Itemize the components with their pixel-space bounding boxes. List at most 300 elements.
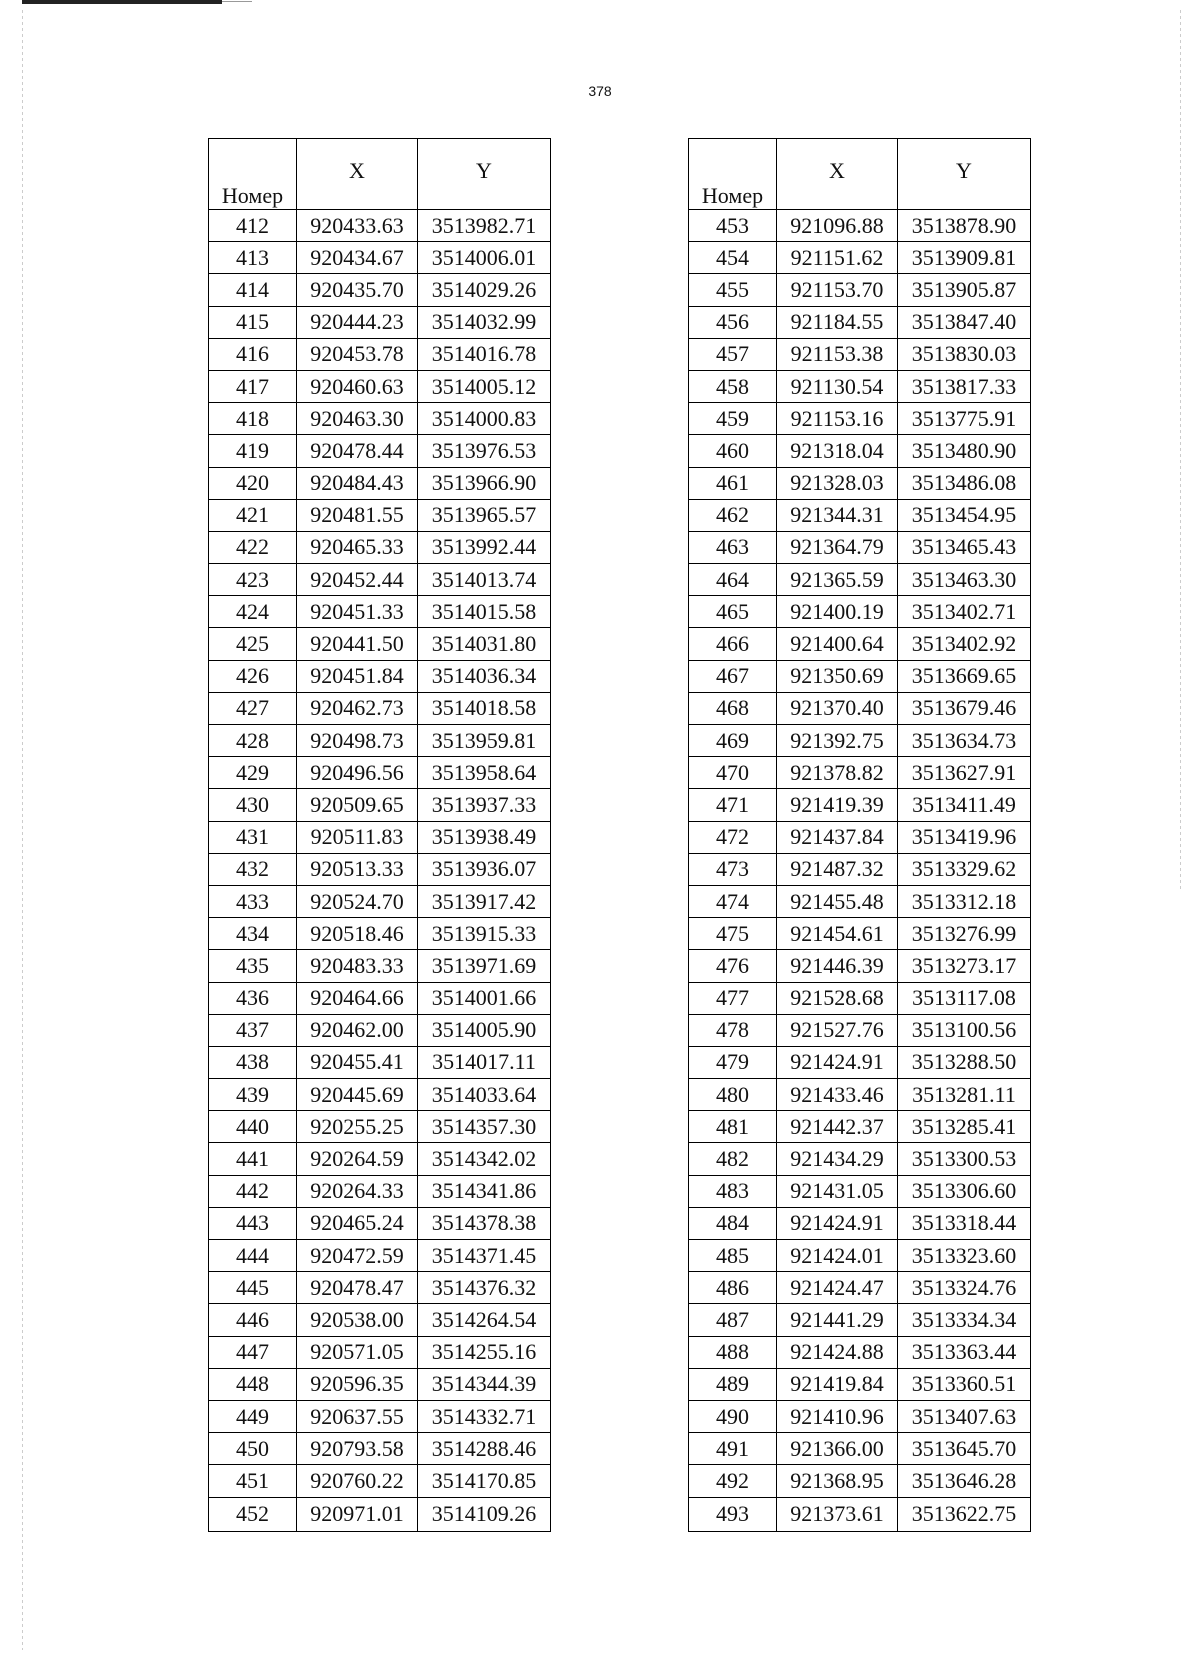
- table-row: [689, 918, 1031, 950]
- x-coordinate-cell: 920496.56: [297, 757, 418, 789]
- x-coordinate-cell: 921441.29: [777, 1304, 898, 1336]
- point-number-cell: 473: [689, 853, 777, 885]
- point-number-cell: 484: [689, 1207, 777, 1239]
- table-row: [689, 531, 1031, 563]
- point-number-cell: 479: [689, 1046, 777, 1078]
- point-number-cell: 428: [209, 725, 297, 757]
- point-number-cell: 477: [689, 982, 777, 1014]
- table-row: [209, 1175, 551, 1207]
- table-row: [209, 242, 551, 274]
- point-number-cell: 446: [209, 1304, 297, 1336]
- x-coordinate-cell: 921424.01: [777, 1240, 898, 1272]
- table-row: [689, 338, 1031, 370]
- x-coordinate-cell: 921487.32: [777, 853, 898, 885]
- table-row: [209, 370, 551, 402]
- x-coordinate-cell: 921446.39: [777, 950, 898, 982]
- table-row: [209, 1111, 551, 1143]
- x-coordinate-cell: 920451.84: [297, 660, 418, 692]
- table-row: [689, 853, 1031, 885]
- table-row: [689, 1014, 1031, 1046]
- point-number-cell: 447: [209, 1336, 297, 1368]
- y-coordinate-cell: 3514017.11: [418, 1046, 551, 1078]
- y-coordinate-cell: 3513905.87: [898, 274, 1031, 306]
- point-number-cell: 421: [209, 499, 297, 531]
- x-coordinate-cell: 920524.70: [297, 885, 418, 917]
- table-row: [689, 1433, 1031, 1465]
- table-row: [209, 1465, 551, 1497]
- point-number-cell: 458: [689, 370, 777, 402]
- point-number-cell: 415: [209, 306, 297, 338]
- x-coordinate-cell: 921431.05: [777, 1175, 898, 1207]
- table-row: [689, 660, 1031, 692]
- point-number-cell: 489: [689, 1368, 777, 1400]
- point-number-cell: 450: [209, 1433, 297, 1465]
- x-coordinate-cell: 920441.50: [297, 628, 418, 660]
- x-coordinate-cell: 920509.65: [297, 789, 418, 821]
- x-coordinate-cell: 921442.37: [777, 1111, 898, 1143]
- point-number-cell: 480: [689, 1079, 777, 1111]
- x-coordinate-cell: 920255.25: [297, 1111, 418, 1143]
- x-coordinate-cell: 920472.59: [297, 1240, 418, 1272]
- point-number-cell: 414: [209, 274, 297, 306]
- y-coordinate-cell: 3513634.73: [898, 725, 1031, 757]
- table-row: [689, 628, 1031, 660]
- table-row: [689, 757, 1031, 789]
- x-coordinate-cell: 921527.76: [777, 1014, 898, 1046]
- point-number-cell: 437: [209, 1014, 297, 1046]
- point-number-cell: 485: [689, 1240, 777, 1272]
- point-number-cell: 426: [209, 660, 297, 692]
- y-coordinate-cell: 3513312.18: [898, 885, 1031, 917]
- x-coordinate-cell: 920465.33: [297, 531, 418, 563]
- table-row: [689, 564, 1031, 596]
- y-coordinate-cell: 3513454.95: [898, 499, 1031, 531]
- point-number-cell: 469: [689, 725, 777, 757]
- point-number-cell: 430: [209, 789, 297, 821]
- x-coordinate-cell: 920462.73: [297, 692, 418, 724]
- point-number-cell: 431: [209, 821, 297, 853]
- x-coordinate-cell: 921184.55: [777, 306, 898, 338]
- table-row: [689, 1497, 1031, 1531]
- x-coordinate-cell: 920444.23: [297, 306, 418, 338]
- table-row: [209, 1272, 551, 1304]
- x-coordinate-cell: 920463.30: [297, 403, 418, 435]
- y-coordinate-cell: 3513419.96: [898, 821, 1031, 853]
- x-coordinate-cell: 920971.01: [297, 1497, 418, 1531]
- table-row: [209, 210, 551, 242]
- x-coordinate-cell: 921328.03: [777, 467, 898, 499]
- y-coordinate-cell: 3514264.54: [418, 1304, 551, 1336]
- table-row: [689, 982, 1031, 1014]
- point-number-cell: 492: [689, 1465, 777, 1497]
- x-coordinate-cell: 920478.47: [297, 1272, 418, 1304]
- point-number-cell: 433: [209, 885, 297, 917]
- point-number-cell: 460: [689, 435, 777, 467]
- x-coordinate-cell: 920451.33: [297, 596, 418, 628]
- y-coordinate-cell: 3514341.86: [418, 1175, 551, 1207]
- x-coordinate-cell: 921378.82: [777, 757, 898, 789]
- scan-edge-left: [22, 10, 23, 1650]
- point-number-cell: 476: [689, 950, 777, 982]
- point-number-cell: 451: [209, 1465, 297, 1497]
- table-row: [209, 660, 551, 692]
- point-number-cell: 475: [689, 918, 777, 950]
- point-number-cell: 481: [689, 1111, 777, 1143]
- table-row: [689, 403, 1031, 435]
- y-coordinate-cell: 3513679.46: [898, 692, 1031, 724]
- table-row: [209, 1336, 551, 1368]
- table-row: [209, 1304, 551, 1336]
- point-number-cell: 436: [209, 982, 297, 1014]
- y-coordinate-cell: 3513937.33: [418, 789, 551, 821]
- table-row: [209, 1143, 551, 1175]
- y-coordinate-cell: 3513971.69: [418, 950, 551, 982]
- table-row: [689, 725, 1031, 757]
- y-coordinate-cell: 3514031.80: [418, 628, 551, 660]
- point-number-cell: 454: [689, 242, 777, 274]
- top-rule-thin: [222, 1, 252, 2]
- table-row: [209, 531, 551, 563]
- point-number-cell: 453: [689, 210, 777, 242]
- y-coordinate-cell: 3514018.58: [418, 692, 551, 724]
- x-coordinate-cell: 920264.33: [297, 1175, 418, 1207]
- header-y: Y: [418, 139, 551, 210]
- x-coordinate-cell: 920264.59: [297, 1143, 418, 1175]
- y-coordinate-cell: 3514332.71: [418, 1400, 551, 1432]
- y-coordinate-cell: 3513360.51: [898, 1368, 1031, 1400]
- point-number-cell: 457: [689, 338, 777, 370]
- y-coordinate-cell: 3513407.63: [898, 1400, 1031, 1432]
- y-coordinate-cell: 3513917.42: [418, 885, 551, 917]
- x-coordinate-cell: 921528.68: [777, 982, 898, 1014]
- x-coordinate-cell: 921151.62: [777, 242, 898, 274]
- table-row: [689, 1046, 1031, 1078]
- x-coordinate-cell: 920596.35: [297, 1368, 418, 1400]
- x-coordinate-cell: 921373.61: [777, 1497, 898, 1531]
- point-number-cell: 440: [209, 1111, 297, 1143]
- y-coordinate-cell: 3513411.49: [898, 789, 1031, 821]
- point-number-cell: 464: [689, 564, 777, 596]
- y-coordinate-cell: 3513276.99: [898, 918, 1031, 950]
- point-number-cell: 434: [209, 918, 297, 950]
- y-coordinate-cell: 3513817.33: [898, 370, 1031, 402]
- x-coordinate-cell: 921318.04: [777, 435, 898, 467]
- y-coordinate-cell: 3513363.44: [898, 1336, 1031, 1368]
- y-coordinate-cell: 3514033.64: [418, 1079, 551, 1111]
- x-coordinate-cell: 921419.39: [777, 789, 898, 821]
- coordinates-table-right: [688, 138, 1031, 1532]
- table-row: [689, 821, 1031, 853]
- point-number-cell: 449: [209, 1400, 297, 1432]
- table-row: [689, 1400, 1031, 1432]
- point-number-cell: 419: [209, 435, 297, 467]
- y-coordinate-cell: 3513273.17: [898, 950, 1031, 982]
- table-row: [689, 1240, 1031, 1272]
- point-number-cell: 487: [689, 1304, 777, 1336]
- x-coordinate-cell: 920478.44: [297, 435, 418, 467]
- y-coordinate-cell: 3513992.44: [418, 531, 551, 563]
- point-number-cell: 471: [689, 789, 777, 821]
- point-number-cell: 427: [209, 692, 297, 724]
- y-coordinate-cell: 3513465.43: [898, 531, 1031, 563]
- point-number-cell: 416: [209, 338, 297, 370]
- table-row: [689, 1465, 1031, 1497]
- y-coordinate-cell: 3513645.70: [898, 1433, 1031, 1465]
- x-coordinate-cell: 921153.16: [777, 403, 898, 435]
- point-number-cell: 420: [209, 467, 297, 499]
- table-row: [689, 467, 1031, 499]
- table-row: [209, 853, 551, 885]
- y-coordinate-cell: 3513775.91: [898, 403, 1031, 435]
- table-row: [689, 596, 1031, 628]
- table-row: [209, 1368, 551, 1400]
- table-row: [209, 821, 551, 853]
- y-coordinate-cell: 3514288.46: [418, 1433, 551, 1465]
- table-row: [209, 1079, 551, 1111]
- table-row: [689, 1272, 1031, 1304]
- y-coordinate-cell: 3513938.49: [418, 821, 551, 853]
- y-coordinate-cell: 3513402.71: [898, 596, 1031, 628]
- y-coordinate-cell: 3513300.53: [898, 1143, 1031, 1175]
- x-coordinate-cell: 921366.00: [777, 1433, 898, 1465]
- point-number-cell: 482: [689, 1143, 777, 1175]
- x-coordinate-cell: 921434.29: [777, 1143, 898, 1175]
- x-coordinate-cell: 921350.69: [777, 660, 898, 692]
- y-coordinate-cell: 3514029.26: [418, 274, 551, 306]
- y-coordinate-cell: 3513100.56: [898, 1014, 1031, 1046]
- table-row: [209, 1240, 551, 1272]
- y-coordinate-cell: 3513847.40: [898, 306, 1031, 338]
- table-row: [689, 435, 1031, 467]
- point-number-cell: 463: [689, 531, 777, 563]
- point-number-cell: 443: [209, 1207, 297, 1239]
- y-coordinate-cell: 3513281.11: [898, 1079, 1031, 1111]
- table-row: [689, 1207, 1031, 1239]
- y-coordinate-cell: 3514016.78: [418, 338, 551, 370]
- x-coordinate-cell: 921368.95: [777, 1465, 898, 1497]
- y-coordinate-cell: 3513627.91: [898, 757, 1031, 789]
- point-number-cell: 472: [689, 821, 777, 853]
- x-coordinate-cell: 920513.33: [297, 853, 418, 885]
- y-coordinate-cell: 3514342.02: [418, 1143, 551, 1175]
- y-coordinate-cell: 3514378.38: [418, 1207, 551, 1239]
- table-row: [209, 338, 551, 370]
- table-row: [689, 1304, 1031, 1336]
- table-row: [689, 499, 1031, 531]
- point-number-cell: 459: [689, 403, 777, 435]
- point-number-cell: 432: [209, 853, 297, 885]
- point-number-cell: 438: [209, 1046, 297, 1078]
- y-coordinate-cell: 3514000.83: [418, 403, 551, 435]
- table-row: [689, 1079, 1031, 1111]
- x-coordinate-cell: 920637.55: [297, 1400, 418, 1432]
- x-coordinate-cell: 921454.61: [777, 918, 898, 950]
- point-number-cell: 493: [689, 1497, 777, 1531]
- point-number-cell: 483: [689, 1175, 777, 1207]
- table-row: [209, 789, 551, 821]
- x-coordinate-cell: 921410.96: [777, 1400, 898, 1432]
- y-coordinate-cell: 3514255.16: [418, 1336, 551, 1368]
- x-coordinate-cell: 921437.84: [777, 821, 898, 853]
- y-coordinate-cell: 3513463.30: [898, 564, 1031, 596]
- point-number-cell: 488: [689, 1336, 777, 1368]
- y-coordinate-cell: 3513915.33: [418, 918, 551, 950]
- y-coordinate-cell: 3514001.66: [418, 982, 551, 1014]
- table-row: [689, 692, 1031, 724]
- table-row: [209, 628, 551, 660]
- point-number-cell: 452: [209, 1497, 297, 1531]
- point-number-cell: 442: [209, 1175, 297, 1207]
- table-header-row: [209, 139, 551, 210]
- y-coordinate-cell: 3513323.60: [898, 1240, 1031, 1272]
- y-coordinate-cell: 3513334.34: [898, 1304, 1031, 1336]
- point-number-cell: 412: [209, 210, 297, 242]
- x-coordinate-cell: 921153.70: [777, 274, 898, 306]
- y-coordinate-cell: 3513966.90: [418, 467, 551, 499]
- x-coordinate-cell: 921433.46: [777, 1079, 898, 1111]
- x-coordinate-cell: 921424.47: [777, 1272, 898, 1304]
- point-number-cell: 425: [209, 628, 297, 660]
- coordinates-table-left: [208, 138, 551, 1532]
- table-row: [209, 885, 551, 917]
- x-coordinate-cell: 920452.44: [297, 564, 418, 596]
- y-coordinate-cell: 3514109.26: [418, 1497, 551, 1531]
- point-number-cell: 455: [689, 274, 777, 306]
- y-coordinate-cell: 3513830.03: [898, 338, 1031, 370]
- y-coordinate-cell: 3514376.32: [418, 1272, 551, 1304]
- page-number: 378: [588, 83, 612, 99]
- y-coordinate-cell: 3514005.12: [418, 370, 551, 402]
- table-row: [689, 210, 1031, 242]
- header-x: X: [777, 139, 898, 210]
- point-number-cell: 490: [689, 1400, 777, 1432]
- x-coordinate-cell: 921370.40: [777, 692, 898, 724]
- table-row: [209, 403, 551, 435]
- point-number-cell: 445: [209, 1272, 297, 1304]
- x-coordinate-cell: 921424.91: [777, 1046, 898, 1078]
- y-coordinate-cell: 3513285.41: [898, 1111, 1031, 1143]
- table-row: [689, 1368, 1031, 1400]
- x-coordinate-cell: 921344.31: [777, 499, 898, 531]
- x-coordinate-cell: 920483.33: [297, 950, 418, 982]
- y-coordinate-cell: 3513622.75: [898, 1497, 1031, 1531]
- y-coordinate-cell: 3513306.60: [898, 1175, 1031, 1207]
- x-coordinate-cell: 921365.59: [777, 564, 898, 596]
- top-rule: [22, 0, 222, 4]
- point-number-cell: 470: [689, 757, 777, 789]
- x-coordinate-cell: 920571.05: [297, 1336, 418, 1368]
- x-coordinate-cell: 920453.78: [297, 338, 418, 370]
- y-coordinate-cell: 3513117.08: [898, 982, 1031, 1014]
- header-y: Y: [898, 139, 1031, 210]
- table-row: [689, 950, 1031, 982]
- table-row: [689, 1143, 1031, 1175]
- x-coordinate-cell: 921424.91: [777, 1207, 898, 1239]
- table-row: [689, 885, 1031, 917]
- x-coordinate-cell: 921455.48: [777, 885, 898, 917]
- y-coordinate-cell: 3513324.76: [898, 1272, 1031, 1304]
- y-coordinate-cell: 3514015.58: [418, 596, 551, 628]
- table-row: [209, 499, 551, 531]
- x-coordinate-cell: 920433.63: [297, 210, 418, 242]
- point-number-cell: 467: [689, 660, 777, 692]
- y-coordinate-cell: 3514013.74: [418, 564, 551, 596]
- y-coordinate-cell: 3513480.90: [898, 435, 1031, 467]
- point-number-cell: 439: [209, 1079, 297, 1111]
- point-number-cell: 422: [209, 531, 297, 563]
- y-coordinate-cell: 3514357.30: [418, 1111, 551, 1143]
- y-coordinate-cell: 3513965.57: [418, 499, 551, 531]
- x-coordinate-cell: 920484.43: [297, 467, 418, 499]
- y-coordinate-cell: 3513976.53: [418, 435, 551, 467]
- y-coordinate-cell: 3514036.34: [418, 660, 551, 692]
- point-number-cell: 441: [209, 1143, 297, 1175]
- x-coordinate-cell: 920481.55: [297, 499, 418, 531]
- table-row: [689, 306, 1031, 338]
- x-coordinate-cell: 920793.58: [297, 1433, 418, 1465]
- table-row: [209, 1046, 551, 1078]
- y-coordinate-cell: 3514344.39: [418, 1368, 551, 1400]
- table-row: [209, 1433, 551, 1465]
- x-coordinate-cell: 921424.88: [777, 1336, 898, 1368]
- scan-edge-right: [1180, 10, 1181, 890]
- header-number: Номер: [209, 139, 297, 210]
- y-coordinate-cell: 3513669.65: [898, 660, 1031, 692]
- table-row: [209, 692, 551, 724]
- y-coordinate-cell: 3513959.81: [418, 725, 551, 757]
- table-row: [689, 242, 1031, 274]
- table-row: [209, 1497, 551, 1531]
- table-row: [689, 789, 1031, 821]
- y-coordinate-cell: 3514371.45: [418, 1240, 551, 1272]
- point-number-cell: 491: [689, 1433, 777, 1465]
- x-coordinate-cell: 920435.70: [297, 274, 418, 306]
- table-row: [689, 274, 1031, 306]
- y-coordinate-cell: 3513878.90: [898, 210, 1031, 242]
- table-row: [689, 1175, 1031, 1207]
- header-x: X: [297, 139, 418, 210]
- y-coordinate-cell: 3514032.99: [418, 306, 551, 338]
- point-number-cell: 418: [209, 403, 297, 435]
- point-number-cell: 466: [689, 628, 777, 660]
- point-number-cell: 486: [689, 1272, 777, 1304]
- y-coordinate-cell: 3513288.50: [898, 1046, 1031, 1078]
- y-coordinate-cell: 3513982.71: [418, 210, 551, 242]
- y-coordinate-cell: 3514170.85: [418, 1465, 551, 1497]
- x-coordinate-cell: 920511.83: [297, 821, 418, 853]
- y-coordinate-cell: 3513936.07: [418, 853, 551, 885]
- y-coordinate-cell: 3513486.08: [898, 467, 1031, 499]
- x-coordinate-cell: 921153.38: [777, 338, 898, 370]
- x-coordinate-cell: 921364.79: [777, 531, 898, 563]
- point-number-cell: 413: [209, 242, 297, 274]
- table-row: [209, 757, 551, 789]
- x-coordinate-cell: 921392.75: [777, 725, 898, 757]
- y-coordinate-cell: 3513402.92: [898, 628, 1031, 660]
- table-row: [209, 950, 551, 982]
- table-row: [209, 467, 551, 499]
- point-number-cell: 478: [689, 1014, 777, 1046]
- x-coordinate-cell: 920462.00: [297, 1014, 418, 1046]
- point-number-cell: 435: [209, 950, 297, 982]
- point-number-cell: 461: [689, 467, 777, 499]
- y-coordinate-cell: 3513958.64: [418, 757, 551, 789]
- table-row: [209, 435, 551, 467]
- x-coordinate-cell: 920445.69: [297, 1079, 418, 1111]
- y-coordinate-cell: 3514006.01: [418, 242, 551, 274]
- x-coordinate-cell: 920455.41: [297, 1046, 418, 1078]
- header-number: Номер: [689, 139, 777, 210]
